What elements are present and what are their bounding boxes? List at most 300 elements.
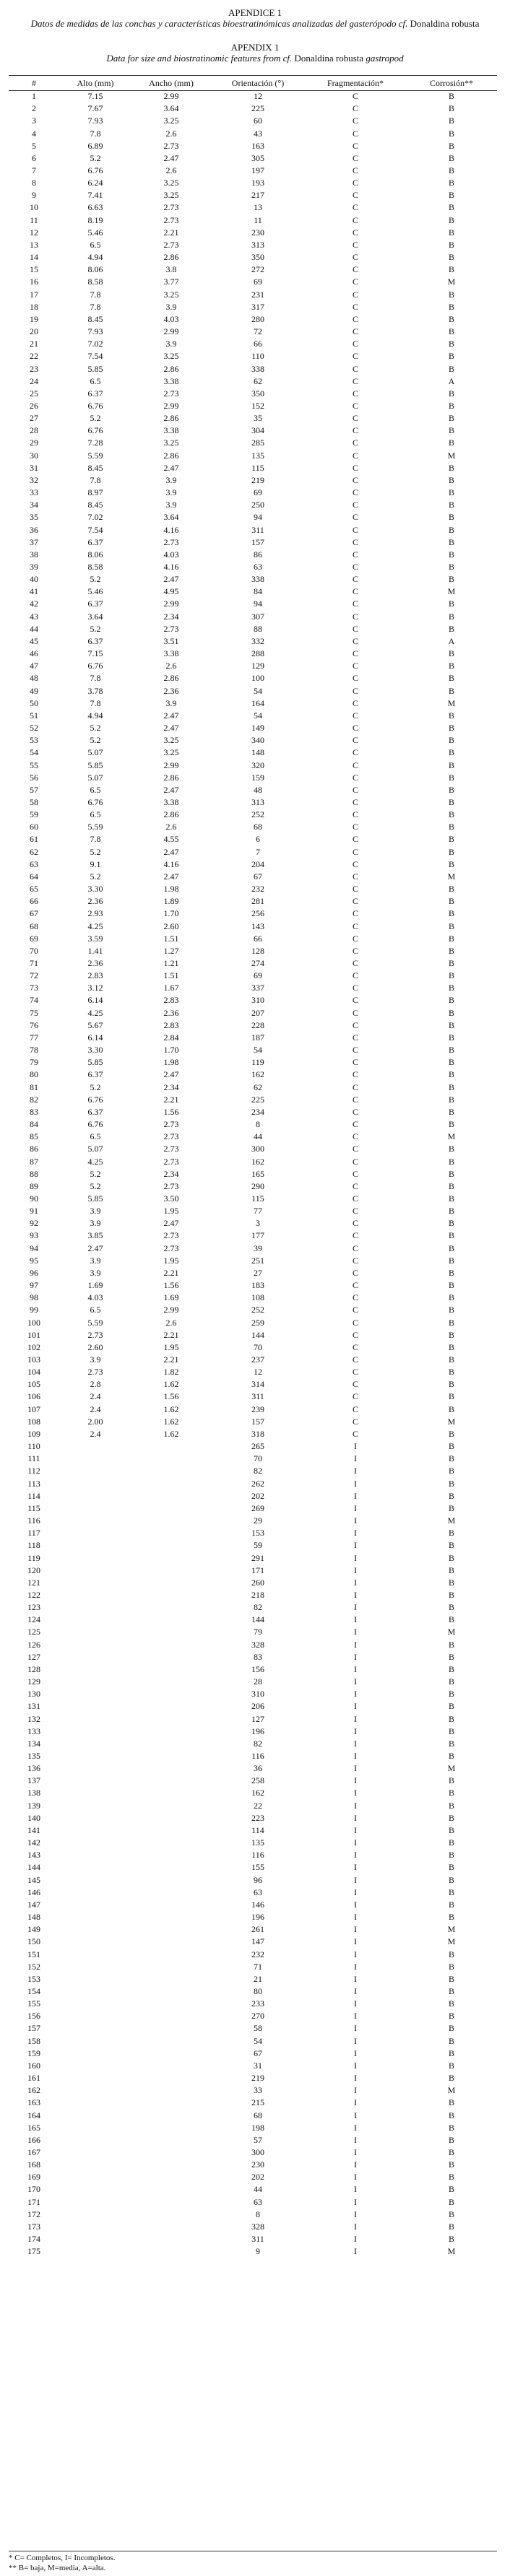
cell-width: 1.82 (163, 1367, 179, 1378)
cell-fragmentation: C (352, 400, 358, 411)
table-row (9, 1168, 497, 1180)
cell-orientation: 48 (254, 784, 262, 795)
table-row (9, 1428, 497, 1440)
table-row (9, 264, 497, 276)
table-row (9, 127, 497, 139)
cell-fragmentation: C (352, 908, 358, 919)
cell-corrosion: M (447, 1627, 456, 1637)
table-row (9, 450, 497, 462)
cell-orientation: 12 (254, 91, 262, 102)
cell-corrosion: B (448, 1441, 454, 1452)
cell-corrosion: B (448, 685, 454, 696)
cell-width (131, 2183, 211, 2196)
cell-width (131, 1663, 211, 1676)
table-row (9, 734, 497, 747)
cell-orientation: 6 (256, 834, 260, 845)
cell-width: 3.50 (163, 1193, 179, 1204)
cell-number: 115 (27, 1502, 40, 1513)
cell-corrosion: B (448, 1713, 454, 1724)
table-row (9, 214, 497, 227)
table-row (9, 549, 497, 561)
cell-fragmentation: C (352, 425, 358, 436)
measurements-table (9, 76, 497, 2258)
cell-orientation: 33 (254, 2085, 262, 2096)
table-row (9, 747, 497, 759)
cell-height: 4.94 (87, 710, 103, 721)
cell-number: 162 (27, 2085, 40, 2096)
cell-orientation: 237 (251, 1354, 264, 1365)
cell-orientation: 274 (251, 958, 264, 969)
cell-orientation: 332 (251, 635, 264, 646)
cell-orientation: 144 (251, 1614, 264, 1625)
cell-height: 5.2 (90, 1180, 101, 1191)
cell-height: 3.9 (90, 1206, 101, 1217)
cell-width: 2.83 (163, 1019, 179, 1030)
cell-orientation: 72 (254, 326, 262, 337)
cell-corrosion: M (447, 277, 456, 287)
cell-width (131, 2048, 211, 2060)
cell-number: 63 (30, 858, 38, 869)
cell-width (131, 1651, 211, 1663)
cell-height (59, 1726, 131, 1738)
cell-width: 3.77 (163, 277, 179, 287)
cell-orientation: 310 (251, 1689, 264, 1700)
cell-number: 31 (30, 462, 38, 473)
table-row (9, 1824, 497, 1837)
cell-fragmentation: C (352, 1428, 358, 1439)
cell-height (59, 1899, 131, 1911)
cell-fragmentation: C (352, 277, 358, 287)
cell-height: 1.69 (87, 1280, 103, 1291)
cell-width: 3.25 (163, 747, 179, 758)
cell-width: 2.86 (163, 772, 179, 783)
cell-fragmentation: C (352, 661, 358, 671)
cell-orientation: 318 (251, 1428, 264, 1439)
cell-height (59, 2010, 131, 2022)
cell-orientation: 54 (254, 685, 262, 696)
cell-corrosion: A (448, 635, 455, 646)
cell-width: 3.25 (163, 438, 179, 448)
cell-corrosion: B (448, 611, 454, 622)
cell-width (131, 1874, 211, 1887)
cell-corrosion: B (448, 1565, 454, 1575)
cell-height: 4.25 (87, 1007, 103, 1018)
table-row (9, 1961, 497, 1973)
table-row (9, 1887, 497, 1899)
cell-corrosion: B (448, 884, 454, 895)
table-row (9, 1639, 497, 1651)
table-row (9, 809, 497, 821)
cell-number: 80 (30, 1069, 38, 1080)
cell-fragmentation: I (354, 1726, 357, 1736)
cell-fragmentation: I (354, 1862, 357, 1873)
cell-orientation: 155 (251, 1862, 264, 1873)
cell-height: 4.25 (87, 921, 103, 931)
cell-corrosion: B (448, 1961, 454, 1972)
cell-width: 2.73 (163, 536, 179, 547)
cell-height: 5.2 (90, 723, 101, 734)
cell-orientation: 228 (251, 1019, 264, 1030)
cell-height: 2.73 (87, 1329, 103, 1340)
table-row (9, 1726, 497, 1738)
cell-corrosion: B (448, 1391, 454, 1402)
cell-width: 2.73 (163, 1156, 179, 1167)
cell-fragmentation: C (352, 1367, 358, 1378)
cell-orientation: 147 (251, 1936, 264, 1947)
cell-number: 120 (27, 1565, 40, 1575)
cell-corrosion: B (448, 661, 454, 671)
cell-height: 2.00 (87, 1416, 103, 1427)
cell-number: 49 (30, 685, 38, 696)
table-row (9, 908, 497, 920)
cell-corrosion: B (448, 1824, 454, 1835)
cell-fragmentation: I (354, 1912, 357, 1923)
table-row (9, 1849, 497, 1861)
cell-number: 5 (32, 140, 36, 151)
cell-orientation: 290 (251, 1180, 264, 1191)
cell-number: 113 (27, 1478, 40, 1489)
cell-orientation: 162 (251, 1069, 264, 1080)
cell-number: 105 (27, 1379, 40, 1390)
cell-height (59, 1861, 131, 1874)
cell-orientation: 207 (251, 1007, 264, 1018)
cell-number: 41 (30, 586, 38, 597)
cell-width (131, 1639, 211, 1651)
cell-corrosion: M (447, 1515, 456, 1526)
cell-width: 2.99 (163, 91, 179, 102)
cell-fragmentation: C (352, 190, 358, 201)
cell-number: 140 (27, 1812, 40, 1823)
cell-corrosion: B (448, 1775, 454, 1786)
cell-height: 6.76 (87, 400, 103, 411)
table-row (9, 2221, 497, 2233)
table-row (9, 883, 497, 895)
cell-width (131, 1565, 211, 1577)
table-row (9, 1911, 497, 1923)
cell-height: 6.76 (87, 796, 103, 807)
cell-width (131, 1923, 211, 1936)
cell-number: 11 (30, 214, 38, 225)
table-row (9, 1205, 497, 1217)
table-row (9, 462, 497, 474)
cell-height: 3.30 (87, 884, 103, 895)
cell-fragmentation: C (352, 326, 358, 337)
cell-orientation: 215 (251, 2097, 264, 2108)
cell-number: 90 (30, 1193, 38, 1204)
cell-number: 24 (30, 375, 38, 386)
cell-orientation: 13 (254, 202, 262, 213)
cell-height: 2.4 (90, 1404, 101, 1414)
cell-corrosion: B (448, 921, 454, 931)
cell-number: 36 (30, 524, 38, 535)
cell-width (131, 1837, 211, 1849)
table-row (9, 1985, 497, 1998)
cell-number: 112 (27, 1466, 40, 1476)
cell-fragmentation: C (352, 1329, 358, 1340)
table-row (9, 1577, 497, 1589)
cell-orientation: 313 (251, 796, 264, 807)
cell-orientation: 320 (251, 760, 264, 770)
cell-fragmentation: C (352, 202, 358, 213)
cell-width (131, 2196, 211, 2209)
table-row (9, 1539, 497, 1552)
table-row (9, 499, 497, 511)
cell-orientation: 196 (251, 1912, 264, 1923)
cell-orientation: 62 (254, 1082, 262, 1092)
cell-number: 121 (27, 1577, 40, 1588)
cell-fragmentation: C (352, 1341, 358, 1352)
cell-fragmentation: I (354, 1812, 357, 1823)
cell-number: 154 (27, 1985, 40, 1996)
cell-orientation: 230 (251, 227, 264, 238)
cell-fragmentation: I (354, 1763, 357, 1774)
cell-width: 4.16 (163, 858, 179, 869)
column-header-fragmentation: Fragmentación* (327, 77, 384, 88)
cell-fragmentation: C (352, 103, 358, 114)
cell-fragmentation: C (352, 450, 358, 461)
cell-number: 55 (30, 760, 38, 770)
cell-orientation: 84 (254, 586, 262, 597)
cell-fragmentation: I (354, 2048, 357, 2058)
cell-number: 27 (30, 413, 38, 424)
cell-corrosion: B (448, 933, 454, 944)
cell-number: 165 (27, 2122, 40, 2133)
cell-fragmentation: C (352, 1243, 358, 1253)
table-row (9, 536, 497, 549)
cell-height (59, 1601, 131, 1614)
footnote-corrosion: ** B= baja, M=media, A=alta. (9, 2564, 106, 2572)
cell-fragmentation: C (352, 438, 358, 448)
table-row (9, 722, 497, 734)
cell-orientation: 9 (256, 2246, 260, 2257)
cell-width: 2.99 (163, 326, 179, 337)
cell-orientation: 288 (251, 648, 264, 659)
cell-corrosion: B (448, 2134, 454, 2145)
cell-number: 97 (30, 1280, 38, 1291)
cell-fragmentation: C (352, 1206, 358, 1217)
cell-width (131, 1515, 211, 1527)
cell-orientation: 265 (251, 1441, 264, 1452)
cell-number: 153 (27, 1973, 40, 1984)
cell-number: 9 (32, 190, 36, 201)
cell-corrosion: B (448, 2122, 454, 2133)
cell-number: 67 (30, 908, 38, 919)
cell-height: 3.78 (87, 685, 103, 696)
table-row (9, 710, 497, 722)
cell-width: 4.16 (163, 562, 179, 573)
cell-orientation: 149 (251, 723, 264, 734)
table-row (9, 1255, 497, 1267)
column-header-orientation: Orientación (°) (231, 77, 285, 88)
cell-height (59, 1762, 131, 1775)
cell-number: 16 (30, 277, 38, 287)
cell-number: 123 (27, 1602, 40, 1613)
cell-orientation: 225 (251, 103, 264, 114)
cell-corrosion: B (448, 524, 454, 535)
description-suffix: gastropod (363, 53, 404, 64)
cell-corrosion: B (448, 1478, 454, 1489)
cell-height: 3.59 (87, 933, 103, 944)
cell-number: 81 (30, 1082, 38, 1092)
cell-fragmentation: C (352, 623, 358, 634)
cell-height (59, 1688, 131, 1700)
cell-corrosion: B (448, 91, 454, 102)
cell-number: 151 (27, 1949, 40, 1959)
table-row (9, 1391, 497, 1403)
cell-width: 1.56 (163, 1280, 179, 1291)
table-row (9, 759, 497, 771)
cell-height: 2.4 (90, 1391, 101, 1402)
cell-height (59, 2245, 131, 2258)
cell-number: 58 (30, 796, 38, 807)
table-row (9, 2159, 497, 2171)
cell-corrosion: B (448, 1206, 454, 1217)
cell-number: 84 (30, 1119, 38, 1130)
cell-number: 78 (30, 1045, 38, 1056)
cell-corrosion: B (448, 2023, 454, 2034)
cell-orientation: 3 (256, 1218, 260, 1229)
table-row (9, 326, 497, 338)
cell-number: 77 (30, 1032, 38, 1043)
cell-width: 2.47 (163, 1218, 179, 1229)
cell-fragmentation: I (354, 2073, 357, 2084)
cell-number: 138 (27, 1788, 40, 1798)
cell-number: 32 (30, 474, 38, 485)
cell-fragmentation: C (352, 747, 358, 758)
cell-fragmentation: I (354, 2023, 357, 2034)
cell-width: 2.73 (163, 202, 179, 213)
cell-height: 5.2 (90, 1168, 101, 1179)
cell-width (131, 1750, 211, 1762)
cell-height: 8.45 (87, 313, 103, 324)
cell-height: 5.2 (90, 871, 101, 882)
table-row (9, 1775, 497, 1787)
cell-height: 4.03 (87, 1292, 103, 1303)
cell-height (59, 1775, 131, 1787)
cell-width: 3.25 (163, 190, 179, 201)
cell-corrosion: B (448, 301, 454, 312)
cell-height (59, 1614, 131, 1626)
cell-number: 93 (30, 1230, 38, 1241)
cell-number: 103 (27, 1354, 40, 1365)
cell-corrosion: M (447, 450, 456, 461)
cell-fragmentation: C (352, 611, 358, 622)
cell-height: 7.8 (90, 301, 101, 312)
cell-corrosion: B (448, 140, 454, 151)
table-row (9, 1180, 497, 1193)
table-row (9, 2233, 497, 2245)
cell-fragmentation: C (352, 1168, 358, 1179)
cell-width: 2.86 (163, 673, 179, 684)
cell-fragmentation: C (352, 1045, 358, 1056)
cell-number: 101 (27, 1329, 40, 1340)
cell-corrosion: B (448, 2172, 454, 2183)
cell-orientation: 11 (254, 214, 262, 225)
table-row (9, 523, 497, 536)
cell-width: 3.38 (163, 648, 179, 659)
cell-height: 6.76 (87, 1094, 103, 1105)
cell-corrosion: B (448, 710, 454, 721)
table-row (9, 1094, 497, 1106)
cell-number: 149 (27, 1924, 40, 1935)
cell-corrosion: B (448, 1280, 454, 1291)
cell-height (59, 1676, 131, 1688)
cell-orientation: 317 (251, 301, 264, 312)
cell-height: 6.63 (87, 202, 103, 213)
cell-width: 3.8 (165, 264, 177, 275)
cell-corrosion: M (447, 1936, 456, 1947)
cell-fragmentation: I (354, 1713, 357, 1724)
cell-fragmentation: I (354, 1837, 357, 1848)
cell-fragmentation: I (354, 1751, 357, 1762)
cell-number: 155 (27, 1998, 40, 2009)
cell-height: 6.5 (90, 375, 101, 386)
cell-height: 7.93 (87, 116, 103, 126)
column-header-width: Ancho (mm) (149, 77, 194, 88)
table-row (9, 1019, 497, 1032)
cell-orientation: 165 (251, 1168, 264, 1179)
cell-corrosion: B (448, 2159, 454, 2170)
cell-fragmentation: I (354, 1899, 357, 1910)
cell-orientation: 252 (251, 1305, 264, 1315)
table-row (9, 189, 497, 201)
cell-height: 6.5 (90, 1305, 101, 1315)
table-row (9, 165, 497, 177)
cell-number: 172 (27, 2209, 40, 2219)
table-row (9, 1490, 497, 1502)
cell-fragmentation: I (354, 1961, 357, 1972)
cell-fragmentation: C (352, 313, 358, 324)
cell-corrosion: B (448, 1689, 454, 1700)
cell-number: 156 (27, 2011, 40, 2022)
cell-orientation: 128 (251, 945, 264, 956)
cell-corrosion: B (448, 2048, 454, 2058)
cell-corrosion: B (448, 326, 454, 337)
cell-fragmentation: C (352, 574, 358, 585)
cell-width: 1.95 (163, 1341, 179, 1352)
table-row (9, 846, 497, 858)
cell-height: 2.8 (90, 1379, 101, 1390)
cell-fragmentation: I (354, 1701, 357, 1712)
cell-corrosion: B (448, 908, 454, 919)
cell-number: 169 (27, 2172, 40, 2183)
cell-height: 6.5 (90, 1131, 101, 1142)
cell-number: 29 (30, 438, 38, 448)
cell-orientation: 219 (251, 474, 264, 485)
cell-number: 100 (27, 1317, 40, 1328)
table-row (9, 90, 497, 103)
cell-orientation: 162 (251, 1788, 264, 1798)
cell-width (131, 1998, 211, 2010)
cell-corrosion: B (448, 1614, 454, 1625)
cell-orientation: 66 (254, 933, 262, 944)
cell-fragmentation: C (352, 549, 358, 560)
cell-orientation: 314 (251, 1379, 264, 1390)
cell-number: 15 (30, 264, 38, 275)
cell-corrosion: B (448, 1168, 454, 1179)
table-row (9, 2171, 497, 2183)
cell-number: 33 (30, 487, 38, 498)
cell-width (131, 1713, 211, 1725)
cell-fragmentation: I (354, 2011, 357, 2022)
cell-orientation: 311 (251, 2234, 264, 2245)
cell-corrosion: B (448, 1837, 454, 1848)
table-row (9, 103, 497, 115)
cell-fragmentation: I (354, 1540, 357, 1551)
cell-number: 44 (30, 623, 38, 634)
cell-width: 2.84 (163, 1032, 179, 1043)
cell-number: 130 (27, 1689, 40, 1700)
